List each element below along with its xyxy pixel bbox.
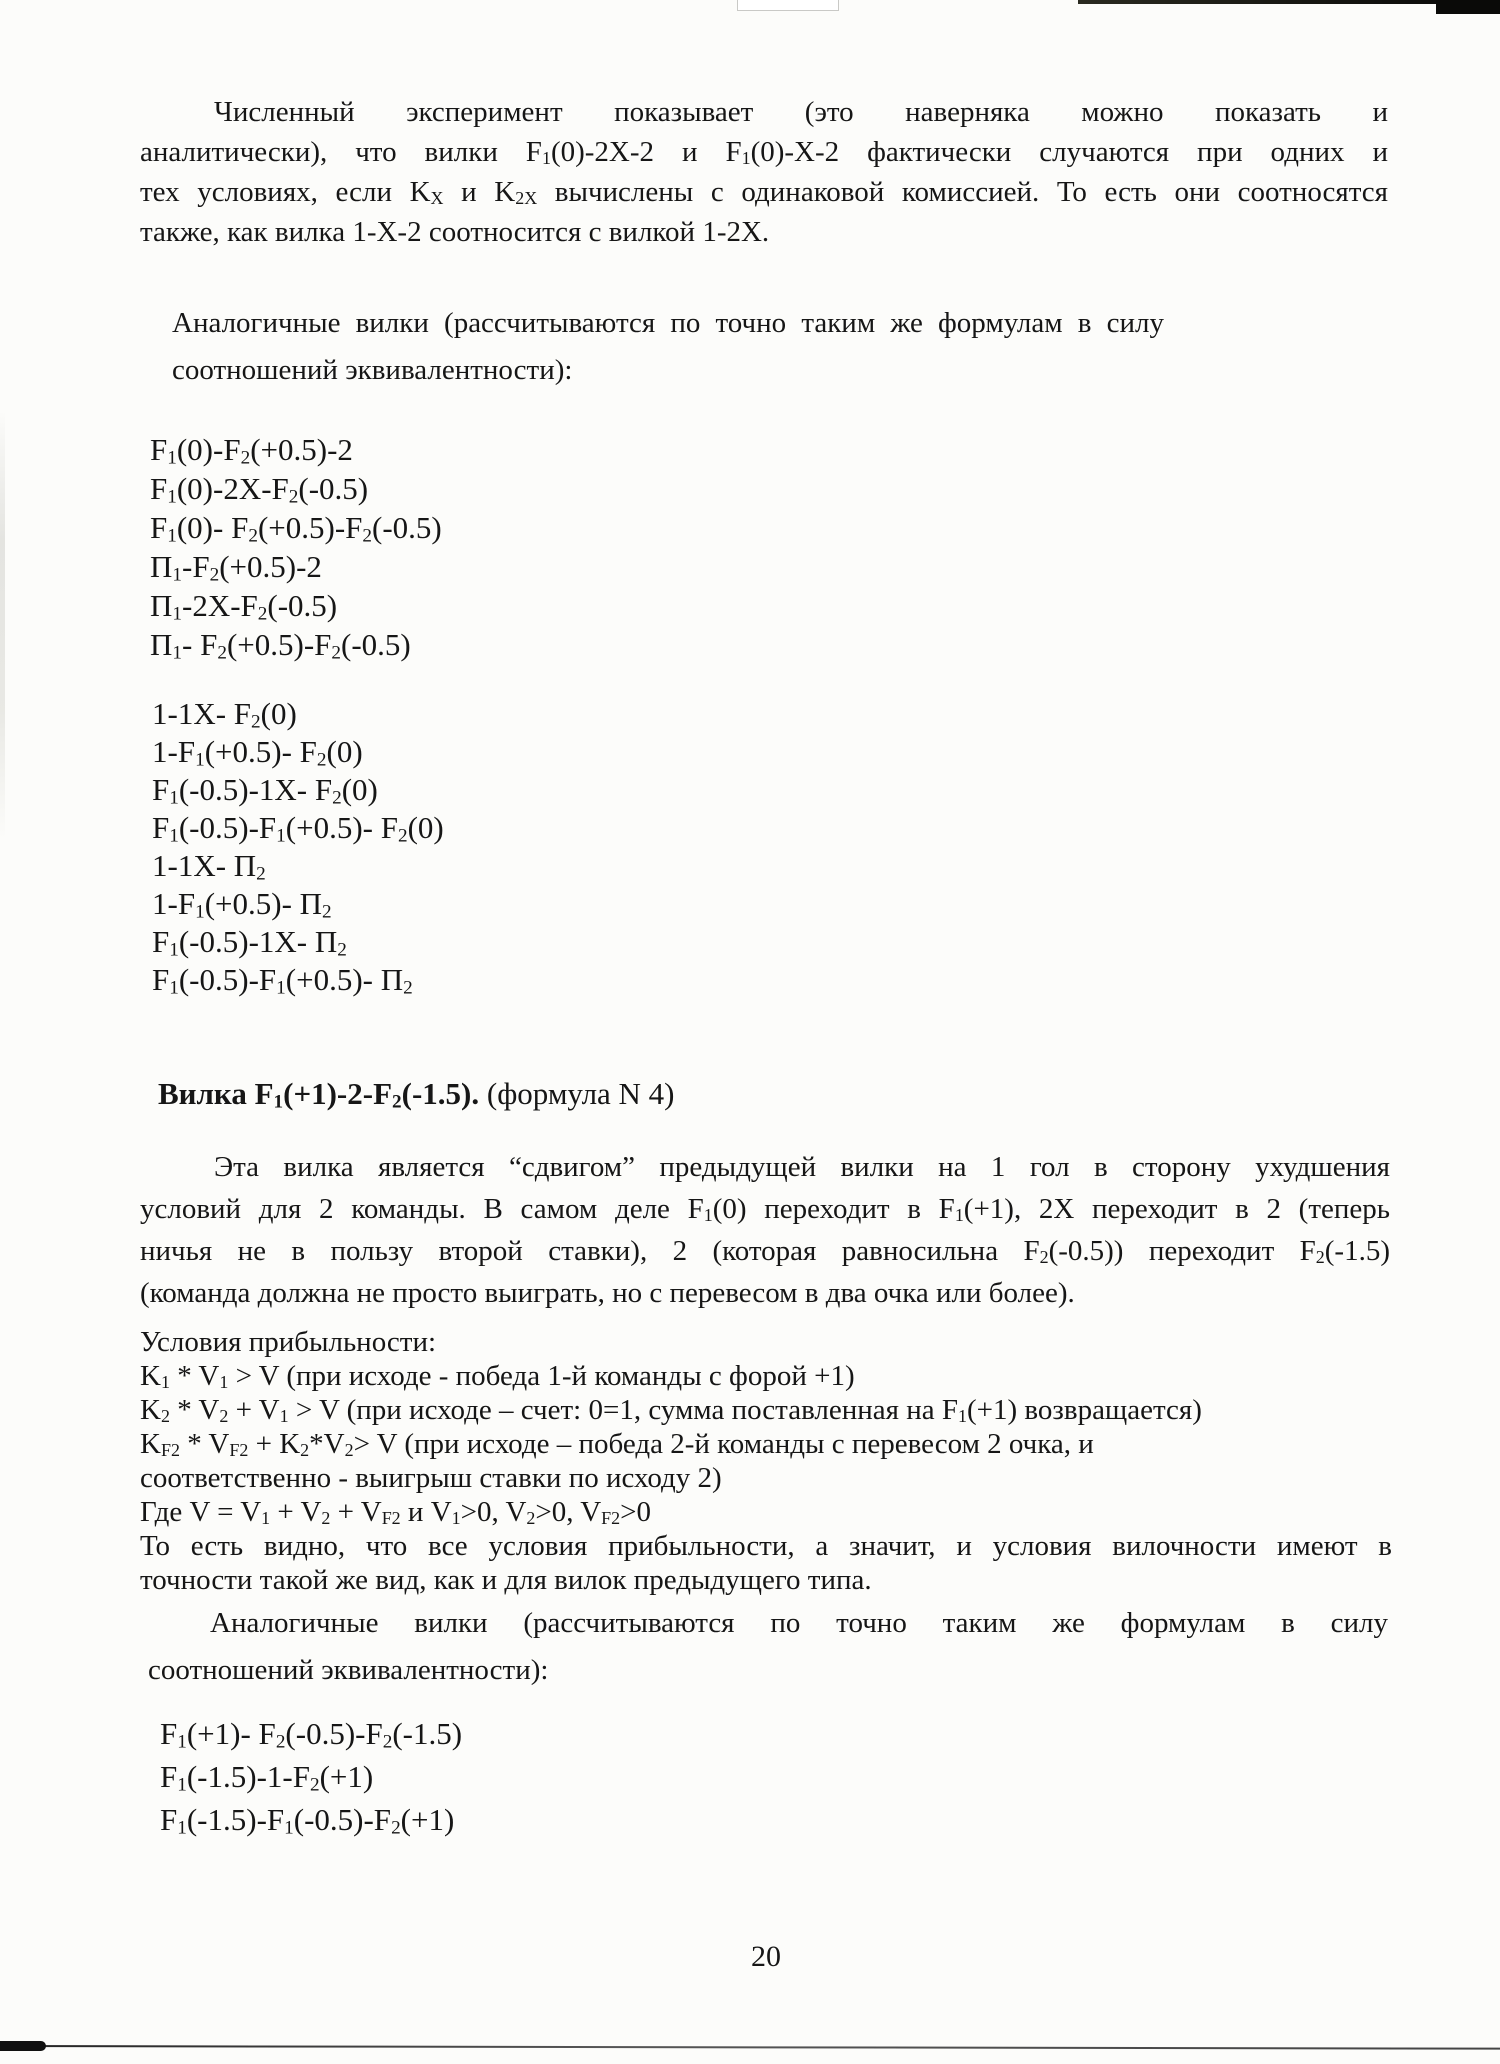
text-line: условий для 2 команды. В самом деле $F_1(0)$ переходит в $F_1(+1)$, 2X переходит в 2 (теперь	[140, 1193, 1390, 1226]
text-line: соотношений эквивалентности):	[172, 354, 573, 386]
text-line: (команда должна не просто выиграть, но с перевесом в два очка или более).	[140, 1277, 1075, 1309]
scan-artifact-top-tab	[737, 0, 839, 11]
page-number: 20	[751, 1940, 781, 1973]
fork-formula: $F_1(0)-2X-F_2(-0.5)$	[150, 471, 369, 508]
text-line: также, как вилка 1-X-2 соотносится с вилкой 1-2X.	[140, 216, 770, 248]
fork-formula-list-3	[160, 1712, 1060, 1841]
section-heading-formula-4	[158, 1076, 1358, 1112]
paragraph-shift-description	[140, 1146, 1390, 1314]
heading-formula-note: (формула N 4)	[479, 1076, 675, 1111]
text-line: Аналогичные вилки (рассчитываются по точно таким же формулам в силу	[172, 307, 1164, 339]
fork-formula: $F_1(-0.5)-F_1(+0.5)-$ $П_2$	[152, 962, 413, 999]
paragraph-numeric-experiment	[140, 92, 1388, 252]
fork-formula: $1-F_1(+0.5)-$ $П_2$	[152, 886, 332, 923]
text-line: Численный эксперимент показывает (это наверняка можно показать и	[214, 96, 1388, 128]
condition-line: Где $V = V_1 + V_2 + V_{F2}$ и $V_1>0$, $V_2>0$, $V_{F2}>0$	[140, 1496, 652, 1529]
condition-line: $K_2 * V_2 + V_1 > V$ (при исходе – счет: 0=1, сумма поставленная на $F_1(+1)$ возвращается)	[140, 1394, 1202, 1427]
text-line: Аналогичные вилки (рассчитываются по точно таким же формулам в силу	[210, 1607, 1388, 1639]
condition-line: $K_1 * V_1 > V$ (при исходе - победа 1-й команды с форой +1)	[140, 1360, 855, 1393]
condition-line: То есть видно, что все условия прибыльности, а значит, и условия вилочности имеют в	[140, 1530, 1392, 1562]
fork-formula: 1-1X- $П_2$	[152, 848, 266, 885]
heading-fork-name: Вилка $F_1(+1)-2-F_2(-1.5)$.	[158, 1076, 480, 1113]
fork-formula-list-2	[152, 695, 1052, 999]
condition-line: точности такой же вид, как и для вилок предыдущего типа.	[140, 1564, 872, 1596]
fork-formula: $F_1(0)-F_2(+0.5)-2$	[150, 432, 353, 469]
scan-artifact-top-corner	[1436, 0, 1500, 14]
paragraph-analogous-forks-2	[148, 1600, 1388, 1694]
fork-formula: $F_1(-1.5)-F_1(-0.5)-F_2(+1)$	[160, 1802, 455, 1839]
fork-formula: $F_1(0)-$ $F_2(+0.5)-F_2(-0.5)$	[150, 510, 442, 547]
text-line: аналитически), что вилки $F_1(0)-2X-2$ и $F_1(0)-X-2$ фактически случаются при одних и	[140, 136, 1388, 169]
fork-formula: $П_1-F_2(+0.5)-2$	[150, 549, 322, 586]
text-line: тех условиях, если $K_X$ и $K_{2X}$ вычислены с одинаковой комиссией. То есть они соотносятся	[140, 176, 1388, 209]
fork-formula: $1-F_1(+0.5)-$ $F_2(0)$	[152, 734, 363, 771]
text-line: Эта вилка является “сдвигом” предыдущей вилки на 1 гол в сторону ухудшения	[214, 1151, 1390, 1183]
fork-formula: $F_1(-0.5)-1X-$ $П_2$	[152, 924, 347, 961]
profitability-conditions	[140, 1325, 1392, 1597]
scan-artifact-top-line	[1078, 0, 1438, 4]
scan-artifact-left-smudge	[0, 410, 5, 840]
fork-formula: $F_1(-0.5)-1X-$ $F_2(0)$	[152, 772, 378, 809]
text-line: ничья не в пользу второй ставки), 2 (которая равносильна $F_2(-0.5)$) переходит $F_2(-1.5)$	[140, 1235, 1390, 1268]
fork-formula: $F_1(-1.5)-1-F_2(+1)$	[160, 1759, 374, 1796]
condition-line: $K_{F2} * V_{F2} + K_2*V_2> V$ (при исходе – победа 2-й команды с перевесом 2 очка, и	[140, 1428, 1094, 1461]
fork-formula: $F_1(-0.5)-F_1(+0.5)-$ $F_2(0)$	[152, 810, 444, 847]
scan-artifact-bottom-blob	[0, 2041, 46, 2051]
fork-formula: $F_1(+1)-$ $F_2(-0.5)-F_2(-1.5)$	[160, 1716, 463, 1753]
fork-formula: $П_1-2X-F_2(-0.5)$	[150, 588, 338, 625]
fork-formula: $П_1-$ $F_2(+0.5)-F_2(-0.5)$	[150, 627, 411, 664]
condition-line: Условия прибыльности:	[140, 1326, 437, 1358]
scan-artifact-bottom-line	[0, 2045, 1500, 2050]
condition-line: соответственно - выигрыш ставки по исходу 2)	[140, 1462, 722, 1494]
text-line: соотношений эквивалентности):	[148, 1654, 549, 1686]
fork-formula-list-1	[150, 430, 1050, 664]
paragraph-analogous-forks-1	[172, 300, 1164, 394]
fork-formula: 1-1X- $F_2(0)$	[152, 696, 297, 733]
